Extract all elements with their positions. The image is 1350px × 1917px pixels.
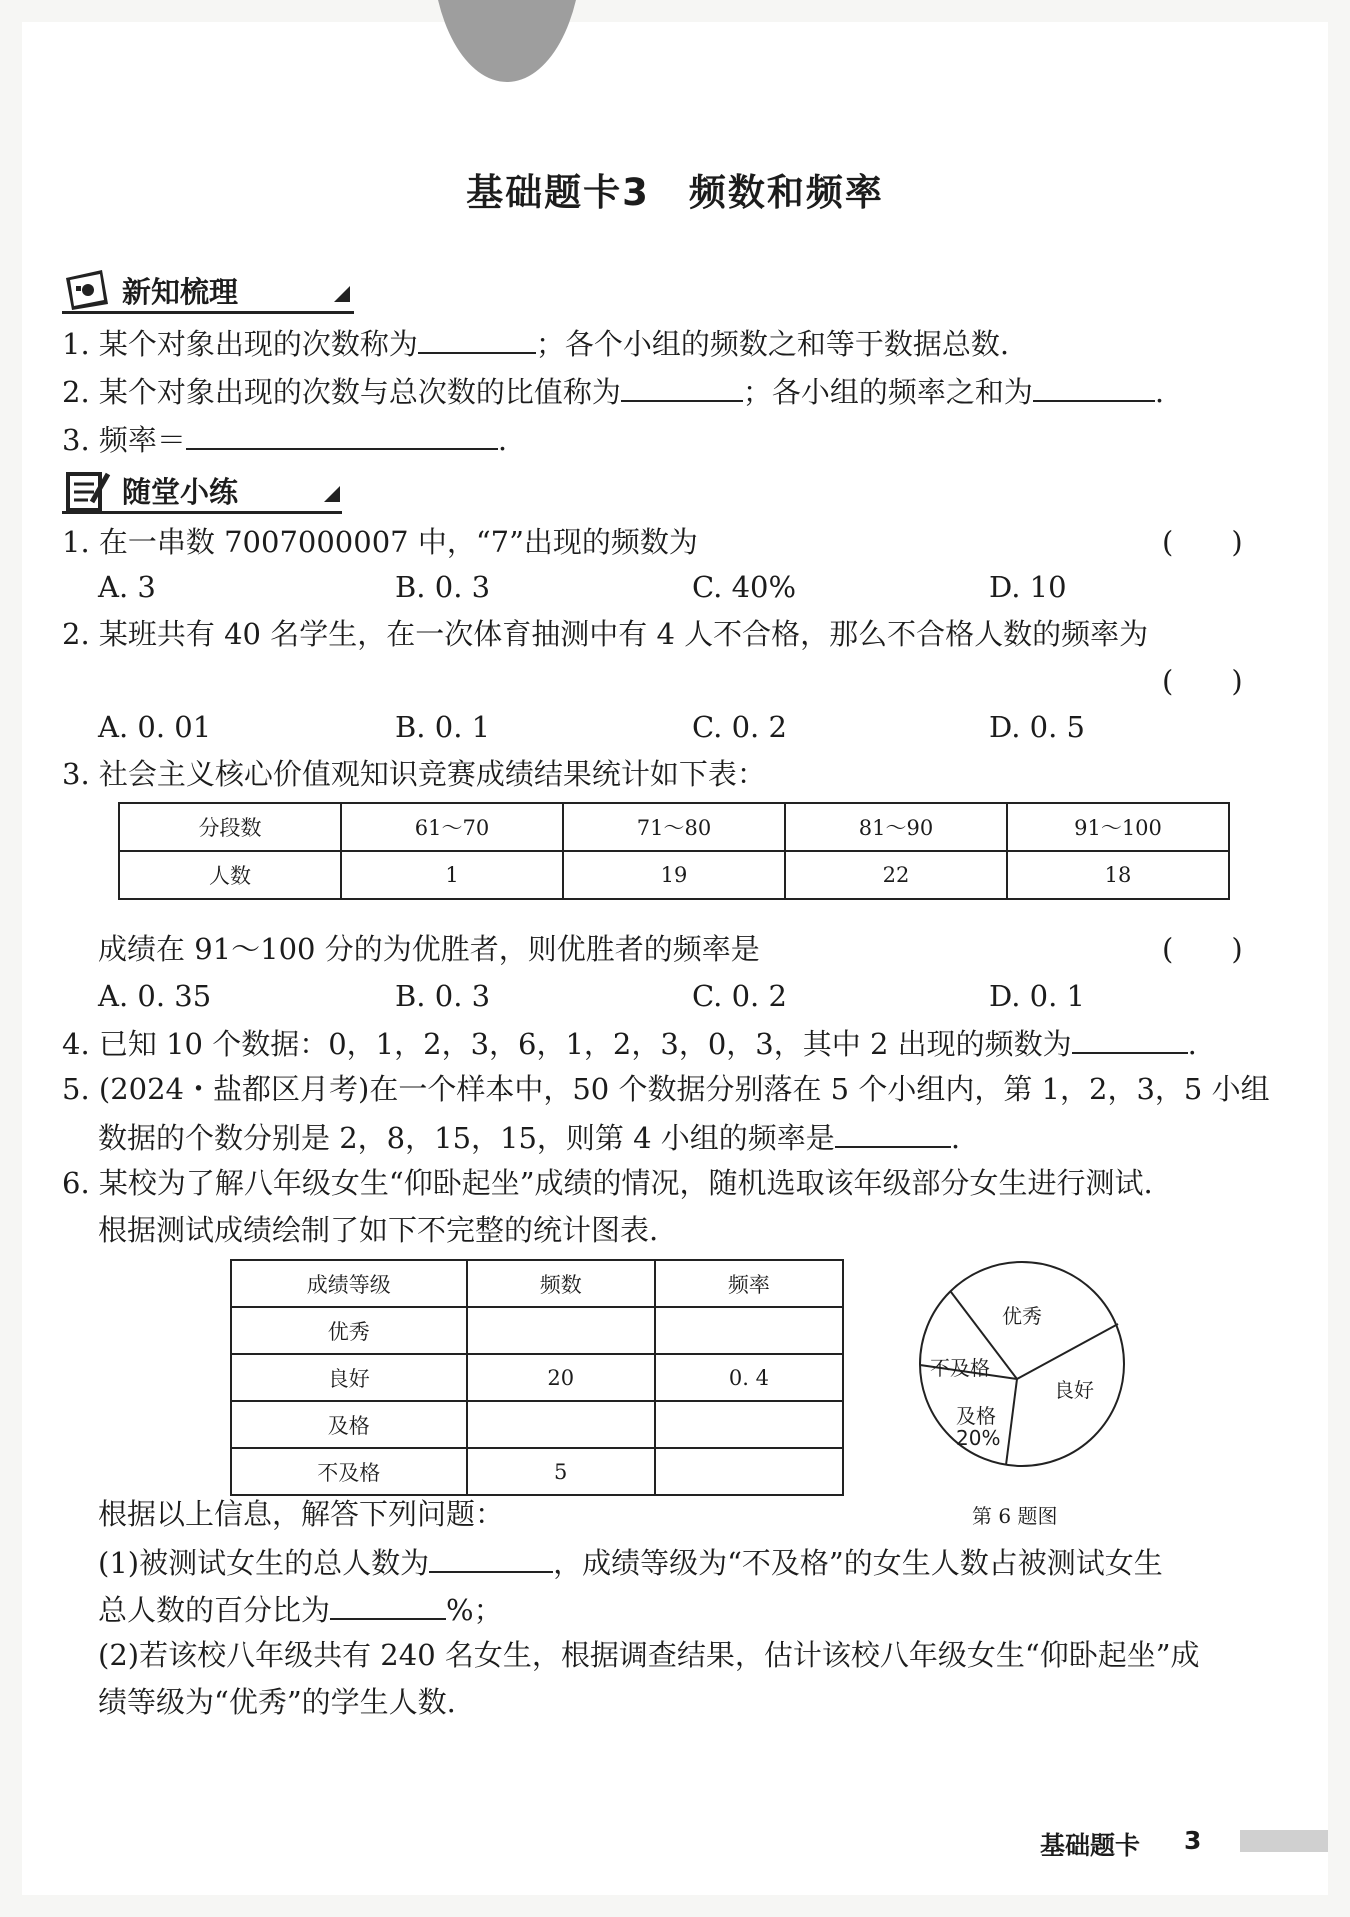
answer-blank[interactable] (330, 1588, 446, 1620)
option-a[interactable]: A. 3 (98, 570, 156, 604)
heading-rule (62, 311, 354, 314)
pie-label-pass: 及格 (956, 1404, 996, 1428)
footer-bar (1240, 1830, 1328, 1852)
table-cell[interactable] (467, 1401, 655, 1448)
question-4: 4. 已知 10 个数据：0，1，2，3，6，1，2，3，0，3，其中 2 出现的频数为 . (62, 1022, 1197, 1064)
heading-triangle (324, 486, 340, 502)
question-6-prompt: 根据以上信息，解答下列问题： (98, 1497, 505, 1531)
table-row (231, 1401, 843, 1448)
pie-label-fail: 不及格 (930, 1356, 990, 1380)
top-decoration (432, 0, 582, 82)
table-cell: 频数 (467, 1260, 655, 1307)
section-heading-label: 新知梳理 (122, 275, 239, 309)
table-row (231, 1448, 843, 1495)
question-1-stem: 1. 在一串数 7007000007 中，“7”出现的频数为 (62, 525, 698, 559)
option-c[interactable]: C. 0. 2 (692, 710, 787, 744)
option-c[interactable]: C. 0. 2 (692, 979, 787, 1013)
table-cell: 22 (785, 851, 1007, 899)
table-cell: 优秀 (231, 1307, 467, 1354)
table-row (231, 1354, 843, 1401)
option-b[interactable]: B. 0. 1 (395, 710, 491, 744)
question-3-followup: 成绩在 91～100 分的为优胜者，则优胜者的频率是 (98, 932, 760, 966)
notepad-icon (62, 468, 112, 512)
notebook-icon (62, 268, 112, 312)
option-a[interactable]: A. 0. 35 (98, 979, 212, 1013)
table-cell: 0. 4 (655, 1354, 843, 1401)
option-d[interactable]: D. 0. 1 (989, 979, 1085, 1013)
table-cell[interactable] (467, 1307, 655, 1354)
question-3-stem: 3. 社会主义核心价值观知识竞赛成绩结果统计如下表： (62, 757, 766, 791)
grade-frequency-table (230, 1259, 844, 1496)
pie-label-excellent: 优秀 (1002, 1304, 1042, 1328)
question-6-sub-2-cont: 绩等级为“优秀”的学生人数. (98, 1685, 456, 1719)
grade-pie-chart (902, 1244, 1142, 1484)
question-2-stem: 2. 某班共有 40 名学生，在一次体育抽测中有 4 人不合格，那么不合格人数的频率为 (62, 617, 1149, 651)
table-row (231, 1307, 843, 1354)
table-cell: 20 (467, 1354, 655, 1401)
option-b[interactable]: B. 0. 3 (395, 570, 491, 604)
footer-label: 基础题卡 (1040, 1831, 1141, 1860)
answer-blank[interactable] (418, 322, 536, 354)
heading-rule (62, 511, 342, 514)
table-cell: 71～80 (563, 803, 785, 851)
option-a[interactable]: A. 0. 01 (98, 710, 212, 744)
option-d[interactable]: D. 0. 5 (989, 710, 1085, 744)
table-cell: 及格 (231, 1401, 467, 1448)
question-6-sub-1-cont: 总人数的百分比为 %； (98, 1588, 503, 1630)
knowledge-item-1: 1. 某个对象出现的次数称为 ；各个小组的频数之和等于数据总数. (62, 322, 1009, 364)
table-cell: 5 (467, 1448, 655, 1495)
table-cell: 成绩等级 (231, 1260, 467, 1307)
question-5-line-1: 5. (2024・盐都区月考)在一个样本中，50 个数据分别落在 5 个小组内，第 1，2，3，5 小组 (62, 1072, 1270, 1106)
answer-blank[interactable] (1033, 370, 1155, 402)
table-cell[interactable] (655, 1401, 843, 1448)
option-b[interactable]: B. 0. 3 (395, 979, 491, 1013)
section-heading-new-knowledge (62, 268, 367, 314)
table-cell: 19 (563, 851, 785, 899)
table-cell[interactable] (655, 1448, 843, 1495)
question-5-line-2: 数据的个数分别是 2，8，15，15，则第 4 小组的频率是 . (98, 1116, 960, 1158)
answer-paren[interactable]: ( ) (1162, 664, 1243, 698)
question-6-sub-1: (1)被测试女生的总人数为 ，成绩等级为“不及格”的女生人数占被测试女生 (98, 1541, 1163, 1583)
question-6-sub-2: (2)若该校八年级共有 240 名女生，根据调查结果，估计该校八年级女生“仰卧起坐”成 (98, 1638, 1200, 1672)
heading-triangle (334, 286, 350, 302)
table-row (119, 851, 1229, 899)
table-cell: 81～90 (785, 803, 1007, 851)
answer-paren[interactable]: ( ) (1162, 932, 1243, 966)
table-header-row (119, 803, 1229, 851)
answer-blank[interactable] (621, 370, 743, 402)
table-header-row (231, 1260, 843, 1307)
table-cell: 61～70 (341, 803, 563, 851)
page-title: 基础题卡3 频数和频率 (466, 171, 884, 214)
question-6-line-1: 6. 某校为了解八年级女生“仰卧起坐”成绩的情况，随机选取该年级部分女生进行测试. (62, 1166, 1153, 1200)
answer-paren[interactable]: ( ) (1162, 525, 1243, 559)
pie-label-good: 良好 (1054, 1378, 1094, 1402)
figure-caption: 第 6 题图 (972, 1504, 1058, 1528)
table-cell: 分段数 (119, 803, 341, 851)
table-cell: 1 (341, 851, 563, 899)
worksheet-page (22, 22, 1328, 1895)
knowledge-item-3: 3. 频率＝ . (62, 418, 507, 460)
answer-blank[interactable] (186, 418, 498, 450)
table-cell[interactable] (655, 1307, 843, 1354)
option-c[interactable]: C. 40% (692, 570, 797, 604)
page-number: 3 (1184, 1826, 1202, 1855)
option-d[interactable]: D. 10 (989, 570, 1067, 604)
table-cell: 频率 (655, 1260, 843, 1307)
table-cell: 18 (1007, 851, 1229, 899)
answer-blank[interactable] (429, 1541, 553, 1573)
knowledge-item-2: 2. 某个对象出现的次数与总次数的比值称为 ；各小组的频率之和为 . (62, 370, 1164, 412)
pie-label-pass-percent: 20% (956, 1426, 1001, 1450)
section-heading-label: 随堂小练 (122, 475, 239, 509)
table-cell: 人数 (119, 851, 341, 899)
table-cell: 不及格 (231, 1448, 467, 1495)
table-cell: 91～100 (1007, 803, 1229, 851)
section-heading-practice (62, 468, 352, 514)
question-6-line-2: 根据测试成绩绘制了如下不完整的统计图表. (98, 1213, 659, 1247)
answer-blank[interactable] (1072, 1022, 1188, 1054)
score-distribution-table (118, 802, 1230, 900)
table-cell: 良好 (231, 1354, 467, 1401)
answer-blank[interactable] (835, 1116, 951, 1148)
